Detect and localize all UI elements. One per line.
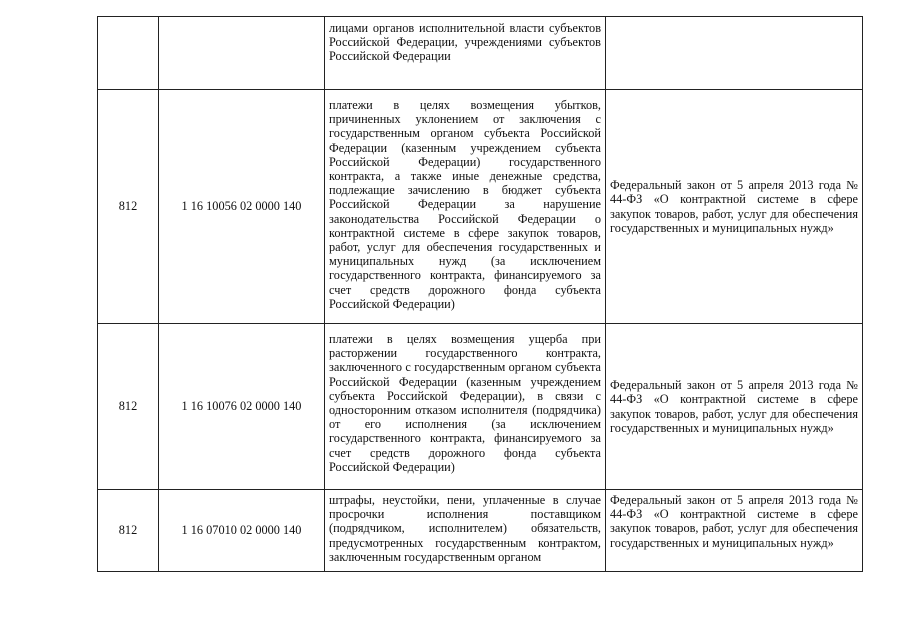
table-row <box>98 324 863 490</box>
admin-code-cell: 812 <box>98 490 159 572</box>
legal-basis-cell <box>606 17 863 90</box>
revenue-name-cell: платежи в целях возмещения ущерба при расторжении государственного контракта, заключенного с государственным органом субъекта Российской Федерации (казенным учреждением субъекта Российской Федерации), в связи с односторонним отказом исполнителя (подрядчика) от его исполнения (за исключением государственного контракта, финансируемого за счет средств дорожного фонда субъекта Российской Федерации) <box>325 324 606 490</box>
revenue-codes-table <box>97 16 863 572</box>
revenue-name-cell: платежи в целях возмещения убытков, причиненных уклонением от заключения с государственным органом субъекта Российской Федерации (казенным учреждением субъекта Российской Федерации) государственного контракта, а также иные денежные средства, подлежащие зачислению в бюджет субъекта Российской Федерации за нарушение законодательства Российской Федерации о контрактной системе в сфере закупок товаров, работ, услуг для обеспечения государственных и муниципальных нужд (за исключением государственного контракта, финансируемого за счет средств дорожного фонда субъекта Российской Федерации) <box>325 90 606 324</box>
admin-code-cell <box>98 17 159 90</box>
table-row <box>98 17 863 90</box>
legal-basis-cell: Федеральный закон от 5 апреля 2013 года № 44-ФЗ «О контрактной системе в сфере закупок товаров, работ, услуг для обеспечения государственных и муниципальных нужд» <box>606 490 863 572</box>
admin-code-cell: 812 <box>98 324 159 490</box>
legal-basis-cell: Федеральный закон от 5 апреля 2013 года № 44-ФЗ «О контрактной системе в сфере закупок товаров, работ, услуг для обеспечения государственных и муниципальных нужд» <box>606 90 863 324</box>
revenue-name-cell: штрафы, неустойки, пени, уплаченные в случае просрочки исполнения поставщиком (подрядчиком, исполнителем) обязательств, предусмотренных государственным контрактом, заключенным государственным органом <box>325 490 606 572</box>
budget-code-cell: 1 16 10076 02 0000 140 <box>159 324 325 490</box>
budget-code-cell: 1 16 10056 02 0000 140 <box>159 90 325 324</box>
budget-code-cell: 1 16 07010 02 0000 140 <box>159 490 325 572</box>
table-row <box>98 490 863 572</box>
legal-basis-cell: Федеральный закон от 5 апреля 2013 года № 44-ФЗ «О контрактной системе в сфере закупок товаров, работ, услуг для обеспечения государственных и муниципальных нужд» <box>606 324 863 490</box>
table-row <box>98 90 863 324</box>
revenue-name-cell: лицами органов исполнительной власти субъектов Российской Федерации, учреждениями субъектов Российской Федерации <box>325 17 606 90</box>
admin-code-cell: 812 <box>98 90 159 324</box>
budget-code-cell <box>159 17 325 90</box>
